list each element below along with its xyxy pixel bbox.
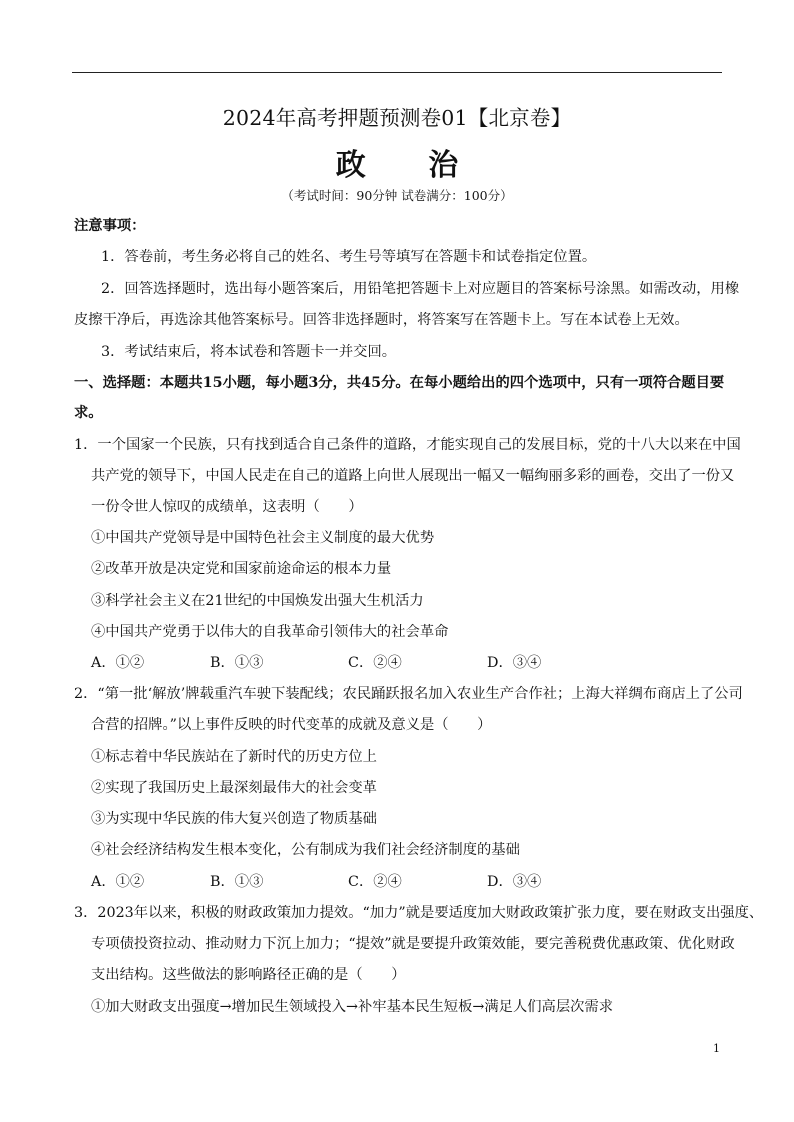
notice-item-1: 1．答卷前，考生务必将自己的姓名、考生号等填写在答题卡和试卷指定位置。 bbox=[101, 249, 597, 265]
question-2-line-1: 2．“第一批‘解放’牌载重汽车驶下装配线；农民踊跃报名加入农业生产合作社；上海大祥绸布商店上了公司 bbox=[74, 686, 743, 702]
exam-title: 2024年高考押题预测卷01【北京卷】 bbox=[222, 106, 572, 130]
question-1-line-2: 共产党的领导下，中国人民走在自己的道路上向世人展现出一幅又一幅绚丽多彩的画卷，交出了一份又 bbox=[91, 468, 735, 484]
question-3-statement-1: ①加大财政支出强度→增加民生领域投入→补牢基本民生短板→满足人们高层次需求 bbox=[91, 999, 614, 1015]
notice-item-2-line-2: 皮擦干净后，再选涂其他答案标号。回答非选择题时，将答案写在答题卡上。写在本试卷上无效。 bbox=[74, 312, 689, 328]
question-1-line-1: 1．一个国家一个民族，只有找到适合自己条件的道路，才能实现自己的发展目标，党的十八大以来在中国 bbox=[74, 437, 741, 453]
question-3-line-1: 3．2023年以来，积极的财政政策加力提效。“加力”就是要适度加大财政政策扩张力度，要在财政支出强度、 bbox=[74, 905, 764, 921]
question-1-line-3: 一份令世人惊叹的成绩单，这表明（ ） bbox=[91, 499, 363, 515]
notice-heading: 注意事项： bbox=[74, 218, 146, 234]
question-1-statement-2: ②改革开放是决定党和国家前途命运的根本力量 bbox=[91, 561, 392, 577]
question-1-statement-4: ④中国共产党勇于以伟大的自我革命引领伟大的社会革命 bbox=[91, 624, 449, 640]
notice-item-3: 3．考试结束后，将本试卷和答题卡一并交回。 bbox=[101, 344, 397, 360]
question-3-line-2: 专项债投资拉动、推动财力下沉上加力；“提效”就是要提升政策效能，要完善税费优惠政策、优化财政 bbox=[91, 936, 735, 952]
page-number: 1 bbox=[713, 1042, 720, 1055]
question-1-statement-3: ③科学社会主义在21世纪的中国焕发出强大生机活力 bbox=[91, 593, 424, 609]
question-2-option-b[interactable]: B．①③ bbox=[210, 874, 264, 890]
question-2-option-c[interactable]: C．②④ bbox=[348, 874, 402, 890]
question-1-statement-1: ①中国共产党领导是中国特色社会主义制度的最大优势 bbox=[91, 530, 435, 546]
question-3-line-3: 支出结构。这些做法的影响路径正确的是（ ） bbox=[91, 967, 406, 983]
subject-title: 政 治 bbox=[335, 148, 485, 183]
question-2-statement-1: ①标志着中华民族站在了新时代的历史方位上 bbox=[91, 749, 377, 765]
question-1-option-d[interactable]: D．③④ bbox=[487, 655, 542, 671]
question-1-option-b[interactable]: B．①③ bbox=[210, 655, 264, 671]
question-2-line-2: 合营的招牌。”以上事件反映的时代变革的成就及意义是（ ） bbox=[91, 717, 492, 733]
header-rule bbox=[72, 72, 722, 73]
question-2-statement-4: ④社会经济结构发生根本变化，公有制成为我们社会经济制度的基础 bbox=[91, 842, 520, 858]
question-2-statement-3: ③为实现中华民族的伟大复兴创造了物质基础 bbox=[91, 811, 377, 827]
question-1-option-a[interactable]: A．①② bbox=[91, 655, 145, 671]
section-heading-line-1: 一、选择题：本题共15小题，每小题3分，共45分。在每小题给出的四个选项中，只有一项符合题目要 bbox=[74, 375, 725, 391]
section-heading-line-2: 求。 bbox=[74, 405, 103, 421]
question-1-option-c[interactable]: C．②④ bbox=[348, 655, 402, 671]
exam-info: （考试时间：90分钟 试卷满分：100分） bbox=[281, 188, 513, 203]
question-2-option-a[interactable]: A．①② bbox=[91, 874, 145, 890]
notice-item-2-line-1: 2．回答选择题时，选出每小题答案后，用铅笔把答题卡上对应题目的答案标号涂黑。如需改动，用橡 bbox=[101, 281, 740, 297]
question-2-statement-2: ②实现了我国历史上最深刻最伟大的社会变革 bbox=[91, 780, 377, 796]
question-2-option-d[interactable]: D．③④ bbox=[487, 874, 542, 890]
